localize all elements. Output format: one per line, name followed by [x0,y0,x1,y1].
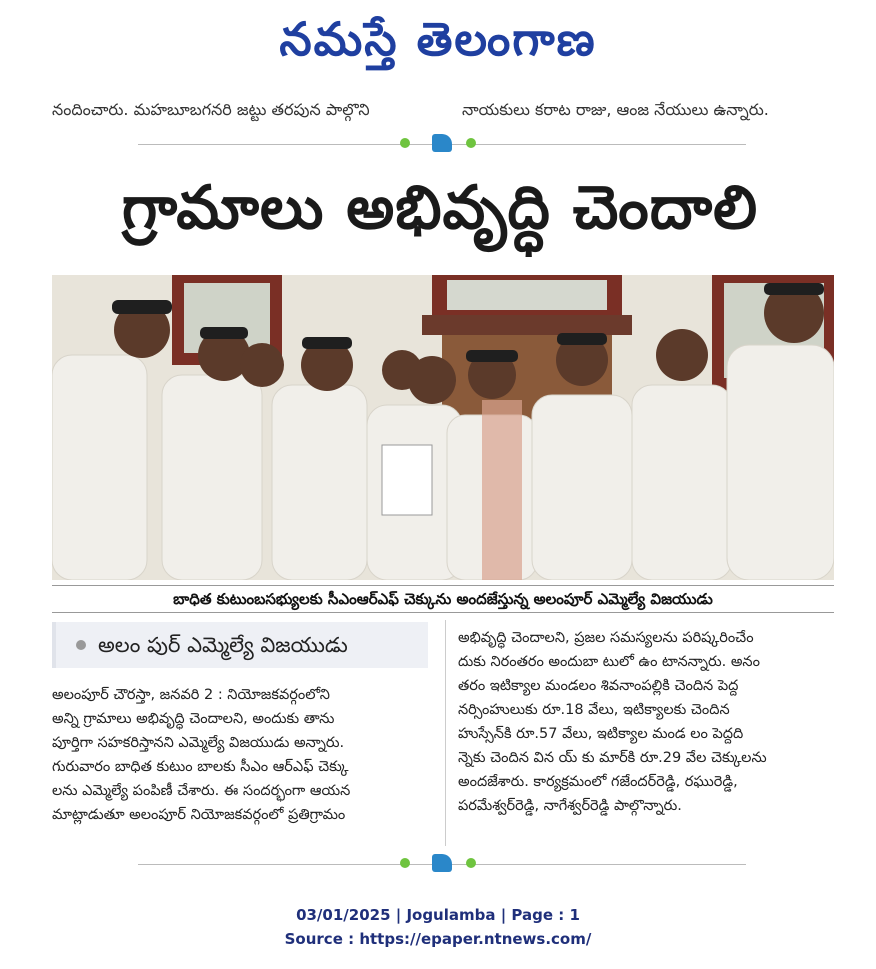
article-line: అన్ని గ్రామాలు అభివృద్ధి చెందాలని, అందుకు తాను [52,711,335,727]
article-line: పూర్తిగా సహకరిస్తానని ఎమ్మెల్యే విజయుడు అన్నారు. [52,735,345,751]
footer-source-link[interactable]: Source : https://epaper.ntnews.com/ [284,930,592,948]
top-strip-left-text: నందించారు. మహబూబగనరి జట్టు తరపున పాల్గొని [52,100,370,119]
article-line: నర్సింహులుకు రూ.18 వేలు, ఇటిక్యాలకు చెందిన [458,702,730,718]
bullet-icon [76,640,86,650]
article-right-column [458,626,834,818]
article-line: దుకు నిరంతరం అందుబా టులో ఉం టానన్నారు. అనం [458,654,760,670]
article-line: మాట్లాడుతూ అలంపూర్ నియోజకవర్గంలో ప్రతిగ్రామం [52,807,346,823]
top-strip-right-text: నాయకులు కరాట రాజు, ఆంజ నేయులు ఉన్నారు. [462,100,769,119]
article-line: పరమేశ్వర్‌రెడ్డి, నాగేశ్వర్‌రెడ్డి పాల్గొన్నారు. [458,798,682,814]
article-left-column [52,683,428,827]
photo-caption: బాధిత కుటుంబసభ్యులకు సీఎంఆర్ఎఫ్ చెక్కును అందజేస్తున్న అలంపూర్ ఎమ్మెల్యే విజయుడు [52,585,834,613]
article-line: అందజేశారు. కార్యక్రమంలో గజేందర్‌రెడ్డి, రఘురెడ్డి, [458,774,738,790]
article-line: తరం ఇటిక్యాల మండలం శివనాంపల్లికి చెందిన పెద్ద [458,678,739,694]
footer-date-edition: 03/01/2025 | Jogulamba | Page : 1 [296,906,580,924]
green-dot-icon [466,138,476,148]
article-line: హుస్సేన్‌కి రూ.57 వేలు, ఇటిక్యాల మండ లం పెద్దది [458,726,744,742]
brand-mark-icon [432,134,452,152]
news-photo [52,275,834,580]
green-dot-icon [400,138,410,148]
subhead-text: అలం పుర్ ఎమ్మెల్యే విజయుడు [98,633,348,657]
article-subhead [52,622,428,668]
news-photo-illustration [52,275,834,580]
article-line: న్నెకు చెందిన విన య్ కు మార్‌కి రూ.29 వేల చెక్కులను [458,750,767,766]
article-line: అభివృద్ధి చెందాలని, ప్రజల సమస్యలను పరిష్కరించేం [458,630,754,646]
column-rule [445,620,446,846]
brand-mark-icon [432,854,452,872]
green-dot-icon [400,858,410,868]
article-line: గురువారం బాధిత కుటుం బాలకు సీఎం ఆర్ఎఫ్ చెక్కు [52,759,349,775]
masthead-logo: నమస్తే తెలంగాణ [279,12,597,66]
green-dot-icon [466,858,476,868]
article-line: లను ఎమ్మెల్యే పంపిణీ చేశారు. ఈ సందర్భంగా ఆయన [52,783,351,799]
article-headline: గ్రామాలు అభివృద్ధి చెందాలి [121,173,759,243]
article-line: అలంపూర్ చౌరస్తా, జనవరి 2 : నియోజకవర్గంలోని [52,687,330,703]
